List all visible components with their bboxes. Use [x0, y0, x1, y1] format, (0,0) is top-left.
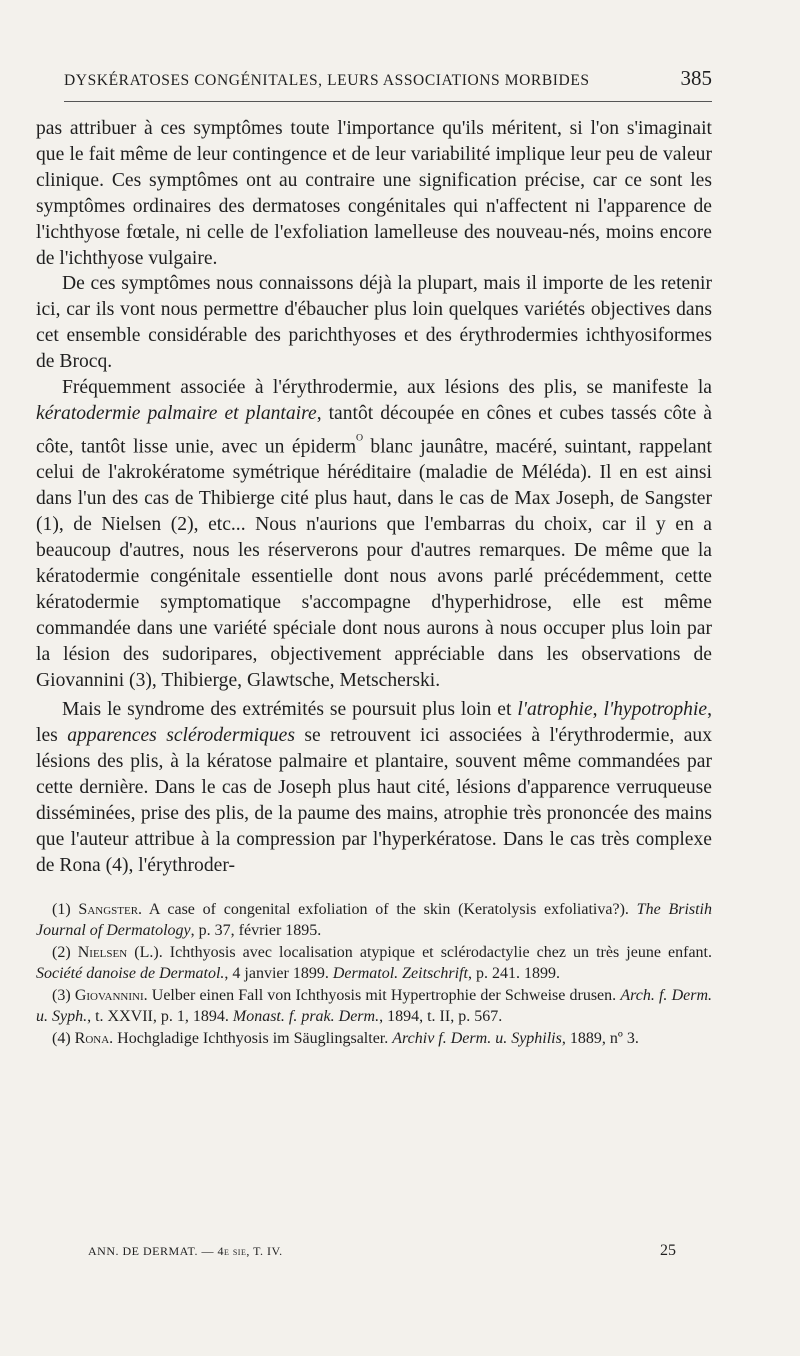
header-rule — [64, 101, 712, 102]
paragraph-4-text-b: se retrouvent ici associées à l'érythrodermie, aux lésions des plis, à la kératose palmaire et plantaire, souvent même commandées par cette dernière. Dans le cas de Joseph plus haut cité, lésions d'apparence verruqueuse disséminées, prise des plis, de la paume des mains, atrophie très prononcée des mains que l'auteur attribue à la compression par l'hyperkératose. Dans le cas très complexe de Rona (4), l'érythroder- — [36, 725, 713, 876]
footnote-3-end: , 1894, t. II, p. 567. — [379, 1008, 503, 1026]
paragraph-4 — [36, 697, 712, 878]
paragraph-1: pas attribuer à ces symptômes toute l'importance qu'ils méritent, si l'on s'imaginait que le fait même de leur contingence et de leur variabilité implique leur peu de valeur clinique. Ces symptômes ont au contraire une signification précise, car ce sont les symptômes ordinaires des dermatoses congénitales qui n'affectent ni l'apparence de l'ichthyose fœtale, ni celle de l'exfoliation lamelleuse des nouveau-nés, moins encore de l'ichthyose vulgaire. — [36, 118, 712, 269]
footnote-4-journal: Archiv f. Derm. u. Syphilis — [392, 1029, 562, 1047]
paragraph-2: De ces symptômes nous connaissons déjà la plupart, mais il importe de les retenir ici, car ils vont nous permettre d'ébaucher plus loin quelques variétés objectives dans cet ensemble considérable des parichthyoses et des érythrodermies ichthyosiformes de Brocq. — [36, 273, 712, 373]
paragraph-3-emphasis: kératodermie palmaire et plantaire — [36, 402, 317, 424]
main-text — [36, 116, 712, 879]
running-head — [36, 66, 712, 97]
footnote-2-journal: Société danoise de Dermatol. — [36, 965, 225, 983]
footnote-4-text: Hochgladige Ichthyosis im Säuglingsalter. — [113, 1029, 393, 1047]
footnote-3 — [36, 985, 712, 1028]
footnote-2 — [36, 942, 712, 985]
paragraph-3-text-c: blanc jaunâtre, macéré, suintant, rappelant celui de l'akrokératome symétrique héréditaire (maladie de Méléda). Il en est ainsi dans l'un des cas de Thibierge cité plus haut, dans le cas de Max Joseph, de Sangster (1), de Nielsen (2), etc... Nous n'aurions que l'embarras du choix, car il y en a beaucoup d'autres, nous les réserverons pour d'autres remarques. De même que la kératodermie congénitale essentielle dont nous avons parlé précédemment, cette kératodermie symptomatique s'accompagne d'hyperhidrose, elle est même commandée dans une variété spéciale dont nous aurons à nous occuper plus loin par la lésion des sudoripares, objectivement appréciable dans les observations de Giovannini (3), Thibierge, Glawtsche, Metscherski. — [36, 436, 712, 691]
footnote-3-author: Giovannini. — [74, 986, 148, 1004]
footnote-2-mid: , 4 janvier 1899. — [224, 965, 333, 983]
footnote-2-number: (2) — [52, 943, 78, 961]
page-content — [36, 66, 712, 1049]
footnote-3-journal-2: Monast. f. prak. Derm. — [232, 1008, 380, 1026]
footnote-3-text: Uelber einen Fall von Ichthyosis mit Hypertrophie der Schweise drusen. — [147, 986, 621, 1004]
signature-left: ANN. DE DERMAT. — 4e sie, T. IV. — [88, 1244, 283, 1258]
footnote-2-end: , p. 241. 1899. — [467, 965, 560, 983]
footnote-1-end: , p. 37, février 1895. — [190, 922, 322, 940]
footnote-3-number: (3) — [52, 986, 75, 1004]
paragraph-3-mark: ᴼ — [356, 429, 363, 449]
footnote-4 — [36, 1028, 712, 1050]
footnote-4-author: Rona. — [74, 1029, 114, 1047]
paragraph-3-text-a: Fréquemment associée à l'érythrodermie, aux lésions des plis, se manifeste la — [62, 377, 712, 399]
paragraph-4-sep-2: , les — [36, 699, 713, 747]
paragraph-4-emphasis-1: l'atrophie — [517, 699, 593, 721]
signature-number: 25 — [660, 1242, 676, 1259]
paragraph-3-text-b: , tantôt découpée en cônes et cubes tassés côte à côte, tantôt lisse unie, avec un épiderm — [36, 402, 713, 458]
running-title: DYSKÉRATOSES CONGÉNITALES, LEURS ASSOCIATIONS MORBIDES — [64, 72, 590, 89]
paragraph-4-emphasis-2: l'hypotrophie — [603, 699, 708, 721]
paragraph-4-sep-1: , — [592, 699, 604, 721]
footnote-4-number: (4) — [52, 1029, 75, 1047]
footnotes — [36, 899, 712, 1050]
footnote-1 — [36, 899, 712, 942]
paragraph-4-text-a: Mais le syndrome des extrémités se poursuit plus loin et — [62, 699, 518, 721]
footnote-2-journal-2: Dermatol. Zeitschrift — [332, 965, 468, 983]
footnote-3-journal: Arch. f. Derm. u. Syph. — [36, 986, 713, 1026]
signature-line — [88, 1242, 676, 1260]
paragraph-4-emphasis-3: apparences sclérodermiques — [67, 725, 295, 747]
footnote-1-journal: The Bristih Journal of Dermatology — [36, 900, 712, 940]
footnote-1-number: (1) — [52, 900, 79, 918]
footnote-2-author: Nielsen — [77, 943, 128, 961]
footnote-2-text: (L.). Ichthyosis avec localisation atypique et sclérodactylie chez un très jeune enfant. — [127, 943, 713, 961]
paragraph-3 — [36, 375, 712, 693]
footnote-3-mid: , t. XXVII, p. 1, 1894. — [87, 1008, 233, 1026]
footnote-4-end: , 1889, nº 3. — [561, 1029, 639, 1047]
footnote-1-author: Sangster. — [78, 900, 143, 918]
page-number: 385 — [680, 66, 712, 90]
footnote-1-text: A case of congenital exfoliation of the skin (Keratolysis exfoliativa?). — [142, 900, 637, 918]
